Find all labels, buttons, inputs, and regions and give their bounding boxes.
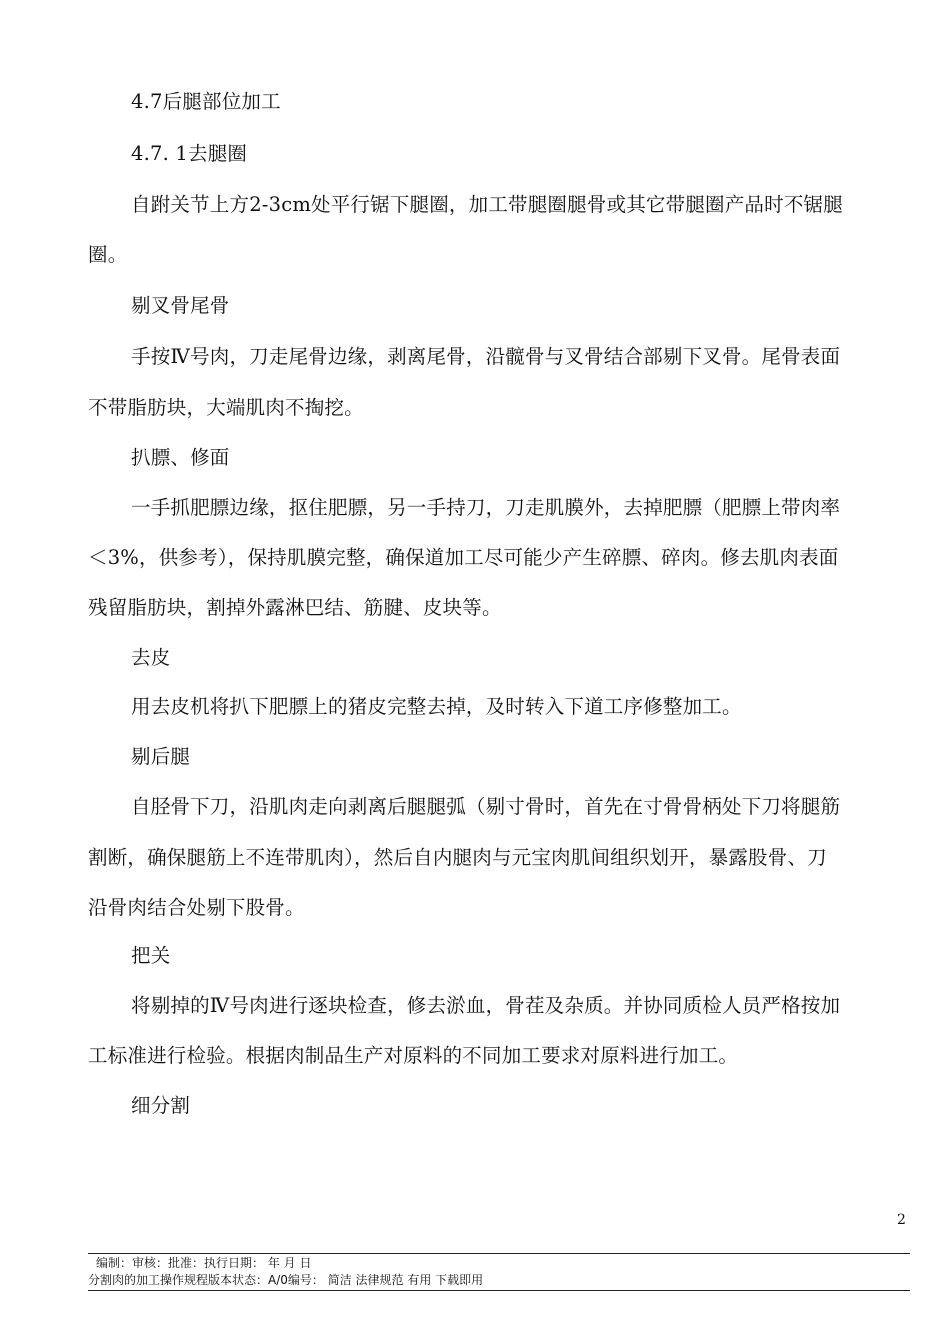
step-heading: 细分割 (131, 1094, 191, 1117)
step-heading: 剔叉骨尾骨 (131, 294, 230, 317)
footer-bottom-divider (88, 1290, 910, 1291)
paragraph-line: 自跗关节上方2-3cm处平行锯下腿圈，加工带腿圈腿骨或其它带腿圈产品时不锯腿 (131, 193, 843, 216)
footer-approval-line: 编制：审核：批准：执行日期： 年 月 日 (96, 1256, 312, 1270)
paragraph-line: 将剔掉的Ⅳ号肉进行逐块检查，修去淤血，骨茬及杂质。并协同质检人员严格按加 (131, 994, 841, 1017)
paragraph-line: 工标准进行检验。根据肉制品生产对原料的不同加工要求对原料进行加工。 (88, 1044, 739, 1067)
step-heading: 剔后腿 (131, 745, 191, 768)
paragraph-line: 沿骨肉结合处剔下股骨。 (88, 896, 305, 919)
paragraph-line: 割断，确保腿筋上不连带肌肉），然后自内腿肉与元宝肉肌间组织划开，暴露股骨、刀 (88, 846, 827, 869)
paragraph-line: 手按Ⅳ号肉，刀走尾骨边缘，剥离尾骨，沿髋骨与叉骨结合部剔下叉骨。尾骨表面 (131, 345, 841, 368)
paragraph-line: 残留脂肪块，割掉外露淋巴结、筋腱、皮块等。 (88, 596, 502, 619)
paragraph-line: 圈。 (88, 243, 128, 266)
page-number: 2 (897, 1212, 906, 1228)
subsection-heading: 4.7. 1去腿圈 (131, 142, 248, 165)
footer-divider (88, 1253, 910, 1254)
footer-document-info: 分割肉的加工操作规程版本状态：A/0编号： 简洁 法律规范 有用 下载即用 (88, 1273, 484, 1287)
step-heading: 去皮 (131, 646, 171, 669)
paragraph-line: 自胫骨下刀，沿肌肉走向剥离后腿腿弧（剔寸骨时，首先在寸骨骨柄处下刀将腿筋 (131, 795, 841, 818)
paragraph-line: 用去皮机将扒下肥膘上的猪皮完整去掉，及时转入下道工序修整加工。 (131, 695, 742, 718)
step-heading: 扒膘、修面 (131, 446, 230, 469)
paragraph-line: 不带脂肪块，大端肌肉不掏挖。 (88, 396, 364, 419)
step-heading: 把关 (131, 944, 171, 967)
section-heading: 4.7后腿部位加工 (131, 90, 281, 113)
paragraph-line: ＜3%，供参考），保持肌膜完整，确保道加工尽可能少产生碎膘、碎肉。修去肌肉表面 (88, 546, 839, 569)
paragraph-line: 一手抓肥膘边缘，抠住肥膘，另一手持刀，刀走肌膜外，去掉肥膘（肥膘上带肉率 (131, 496, 841, 519)
